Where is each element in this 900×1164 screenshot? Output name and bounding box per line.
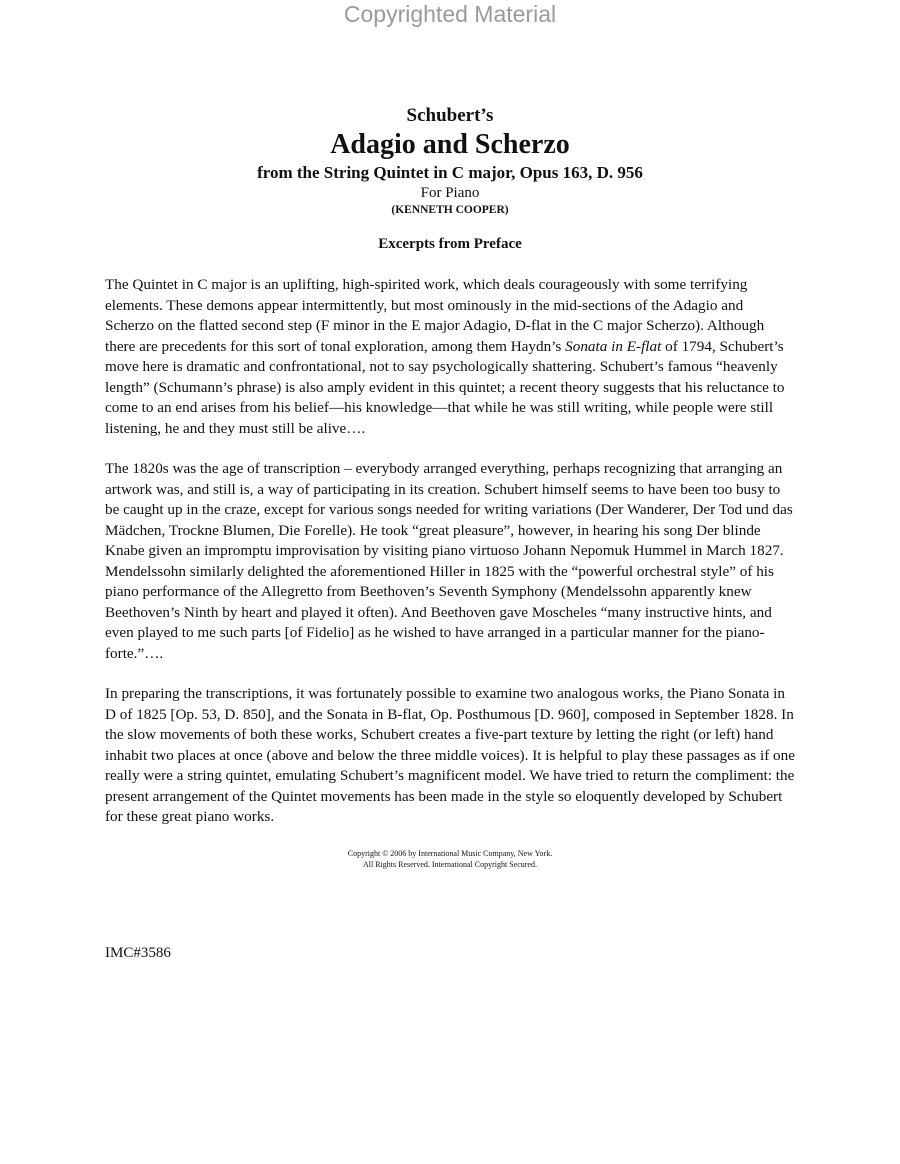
paragraph-1-text-before: The Quintet in C major is an uplifting, high-spirited work, which deals courageously with some terrifying elements. These demons appear intermittently, but most ominously in the mid-sections of the Adagio and Scherzo on the flatted second step (F minor in the E major Adagio, D-flat in the C major Scherzo). Although there are precedents for this sort of tonal exploration, among them Haydn’s	[105, 276, 765, 355]
preface-paragraph-1	[105, 275, 795, 439]
paragraph-1-text-after: of 1794, Schubert’s move here is dramatic and confrontational, not to say psychologically shattering. Schubert’s famous “heavenly length” (Schumann’s phrase) is also amply evident in this quintet; a recent theory suggests that his reluctance to come to an end arises from his belief—his knowledge—that while he was still writing, while people were still listening, he and they must still be alive….	[105, 337, 785, 437]
preface-paragraph-3: In preparing the transcriptions, it was fortunately possible to examine two analogous works, the Piano Sonata in D of 1825 [Op. 53, D. 850], and the Sonata in B-flat, Op. Posthumous [D. 960], composed in September 1828. In the slow movements of both these works, Schubert creates a five-part texture by letting the right (or left) hand inhabit two places at once (above and below the three middle voices). It is helpful to play these passages as if one really were a string quintet, emulating Schubert’s magnificent model. We have tried to return the compliment: the present arrangement of the Quintet movements has been made in the style so eloquently developed by Schubert for these great piano works.	[105, 685, 795, 825]
preface-paragraph-2: The 1820s was the age of transcription – everybody arranged everything, perhaps recognizing that arranging an artwork was, and still is, a way of participating in its creation. Schubert himself seems to have been too busy to be caught up in the craze, except for various songs needed for writing variations (Der Wanderer, Der Tod und das Mädchen, Trockne Blumen, Die Forelle). He took “great pleasure”, however, in hearing his song Der blinde Knabe given an impromptu improvisation by visiting piano virtuoso Johann Nepomuk Hummel in March 1827. Mendelssohn similarly delighted the aforementioned Hiller in 1825 with the “powerful orchestral style” of his piano performance of the Allegretto from Beethoven’s Seventh Symphony (Mendelssohn apparently knew Beethoven’s Ninth by heart and played it often). And Beethoven gave Moscheles “many instructive hints, and even played to me such parts [of Fidelio] as he wished to have arranged in a particular manner for the piano-forte.”….	[105, 460, 793, 662]
copyright-line-1: Copyright © 2006 by International Music Company, New York.	[347, 848, 553, 858]
catalog-number: IMC#3586	[105, 945, 171, 961]
work-title: Adagio and Scherzo	[330, 129, 570, 160]
copyright-notice	[105, 848, 795, 870]
composer-name: Schubert’s	[406, 105, 494, 126]
work-subtitle: from the String Quintet in C major, Opus 163, D. 956	[257, 163, 643, 182]
sonata-title-italic: Sonata in E-flat	[565, 337, 662, 355]
preface-page	[105, 104, 795, 870]
arranger-name: (KENNETH COOPER)	[391, 204, 509, 216]
copyright-watermark: Copyrighted Material	[343, 1, 557, 27]
preface-heading: Excerpts from Preface	[378, 236, 522, 252]
copyright-line-2: All Rights Reserved. International Copyright Secured.	[363, 859, 537, 869]
instrument-label: For Piano	[420, 185, 480, 201]
title-block	[105, 104, 795, 254]
preface-body	[105, 275, 795, 828]
